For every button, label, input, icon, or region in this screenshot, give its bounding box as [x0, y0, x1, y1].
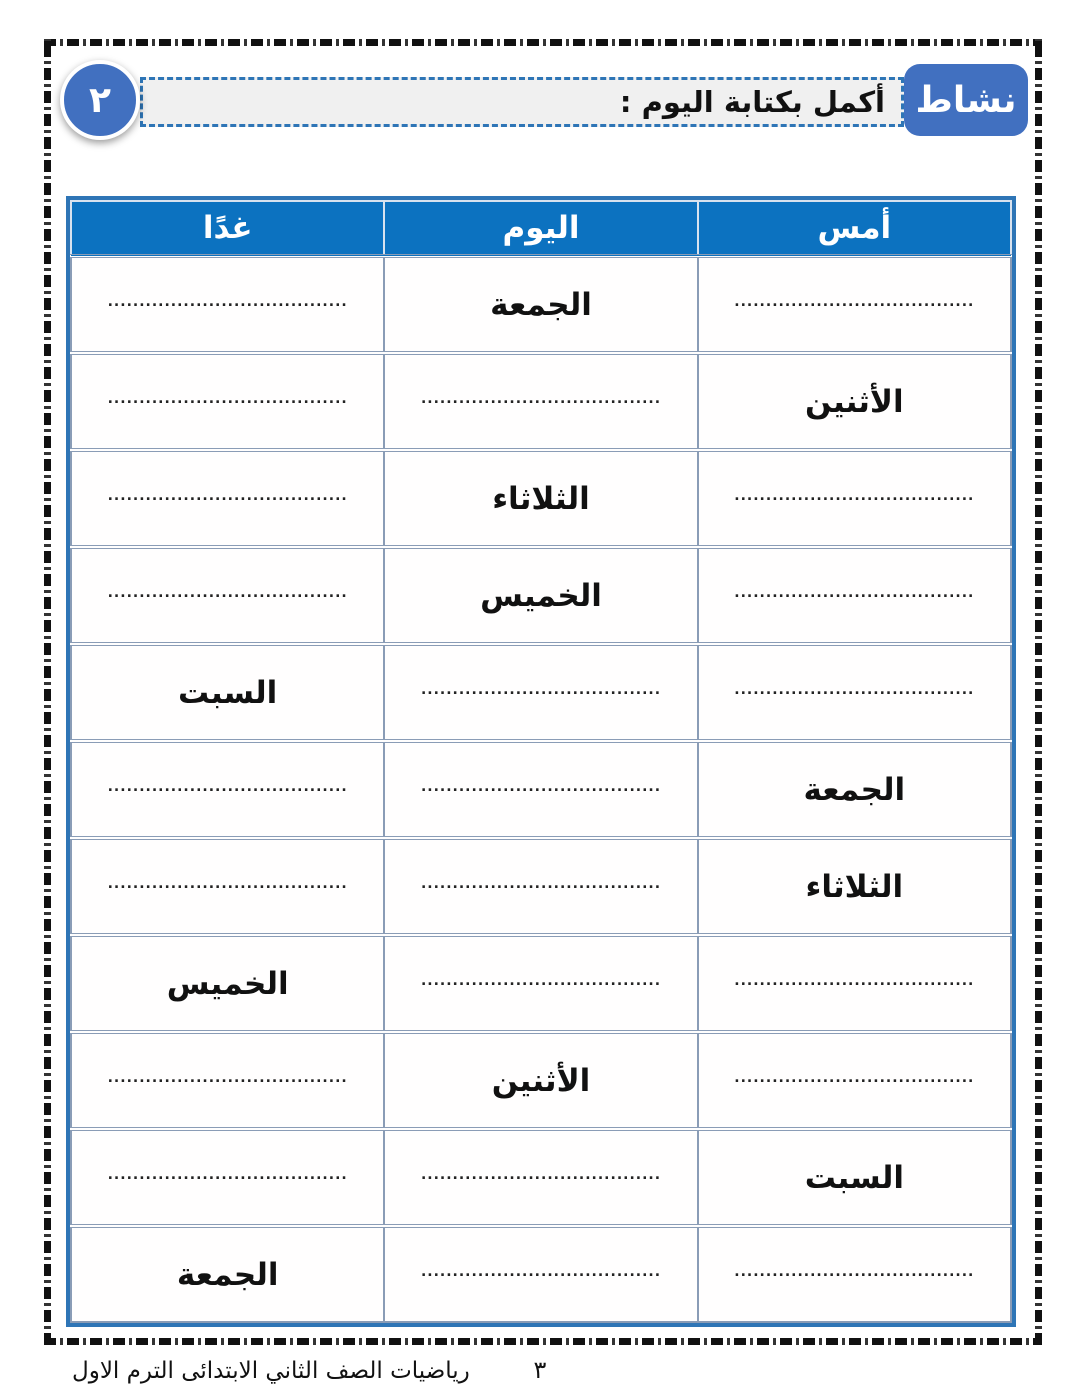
day-name: الجمعة [490, 286, 592, 323]
table-row [71, 256, 1011, 353]
instruction-text: أكمل بكتابة اليوم : [619, 85, 885, 119]
table-row [71, 1032, 1011, 1129]
instruction-bar [140, 77, 904, 127]
blank-dotted-line: ...................................... [734, 585, 975, 601]
day-name: الجمعة [176, 1256, 279, 1293]
cell-today [384, 838, 697, 935]
column-header-today: اليوم [384, 201, 697, 256]
blank-dotted-line: ...................................... [107, 488, 348, 504]
day-name: السبت [804, 1159, 904, 1196]
day-name: الخميس [480, 577, 602, 614]
cell-today [384, 256, 697, 353]
blank-dotted-line: ...................................... [420, 973, 662, 989]
cell-yesterday [698, 741, 1011, 838]
blank-dotted-line: ...................................... [734, 1070, 975, 1086]
days-table [66, 196, 1016, 1327]
day-name: الأثنين [491, 1062, 591, 1099]
cell-today [384, 547, 697, 644]
day-name: الثلاثاء [805, 868, 904, 905]
cell-yesterday [698, 450, 1011, 547]
blank-dotted-line: ...................................... [734, 488, 975, 504]
cell-yesterday [698, 935, 1011, 1032]
blank-dotted-line: ...................................... [107, 1070, 348, 1086]
blank-dotted-line: ...................................... [420, 1167, 662, 1183]
blank-dotted-line: ...................................... [420, 682, 662, 698]
stitch-border-bottom [44, 1338, 1042, 1345]
cell-tomorrow [71, 353, 384, 450]
table-header-row [71, 201, 1011, 256]
cell-tomorrow [71, 450, 384, 547]
blank-dotted-line: ...................................... [107, 585, 348, 601]
cell-tomorrow [71, 547, 384, 644]
cell-tomorrow [71, 935, 384, 1032]
cell-yesterday [698, 1129, 1011, 1226]
table-row [71, 1226, 1011, 1322]
day-name: الأثنين [805, 383, 904, 420]
table-row [71, 644, 1011, 741]
day-name: الخميس [166, 965, 289, 1002]
cell-yesterday [698, 1226, 1011, 1322]
footer-book-title: رياضيات الصف الثاني الابتدائى الترم الاول [72, 1358, 470, 1384]
cell-today [384, 1226, 697, 1322]
stitch-border-right [1035, 39, 1042, 1345]
cell-yesterday [698, 256, 1011, 353]
table-row [71, 838, 1011, 935]
table-row [71, 935, 1011, 1032]
cell-today [384, 741, 697, 838]
cell-tomorrow [71, 1226, 384, 1322]
cell-tomorrow [71, 838, 384, 935]
blank-dotted-line: ...................................... [107, 294, 348, 310]
cell-yesterday [698, 547, 1011, 644]
column-header-yesterday: أمس [698, 201, 1011, 256]
cell-tomorrow [71, 1032, 384, 1129]
cell-tomorrow [71, 741, 384, 838]
cell-today [384, 1129, 697, 1226]
table-row [71, 547, 1011, 644]
cell-yesterday [698, 1032, 1011, 1129]
blank-dotted-line: ...................................... [107, 391, 348, 407]
cell-tomorrow [71, 644, 384, 741]
activity-badge: نشاط [904, 64, 1028, 136]
day-name: الجمعة [803, 771, 906, 808]
footer-page-number: ٣ [533, 1356, 547, 1384]
blank-dotted-line: ...................................... [420, 876, 662, 892]
cell-today [384, 1032, 697, 1129]
cell-tomorrow [71, 1129, 384, 1226]
day-name: الثلاثاء [492, 480, 590, 517]
blank-dotted-line: ...................................... [107, 779, 348, 795]
cell-today [384, 353, 697, 450]
cell-today [384, 644, 697, 741]
table-row [71, 450, 1011, 547]
cell-yesterday [698, 838, 1011, 935]
stitch-border-left [44, 39, 51, 1345]
cell-yesterday [698, 644, 1011, 741]
blank-dotted-line: ...................................... [734, 1264, 975, 1280]
blank-dotted-line: ...................................... [734, 973, 975, 989]
table-row [71, 353, 1011, 450]
cell-yesterday [698, 353, 1011, 450]
table-row [71, 741, 1011, 838]
blank-dotted-line: ...................................... [734, 294, 975, 310]
cell-today [384, 450, 697, 547]
table-row [71, 1129, 1011, 1226]
blank-dotted-line: ...................................... [107, 876, 348, 892]
stitch-border-top [44, 39, 1042, 46]
blank-dotted-line: ...................................... [420, 779, 662, 795]
blank-dotted-line: ...................................... [734, 682, 975, 698]
blank-dotted-line: ...................................... [420, 1264, 662, 1280]
cell-tomorrow [71, 256, 384, 353]
blank-dotted-line: ...................................... [420, 391, 662, 407]
cell-today [384, 935, 697, 1032]
column-header-tomorrow: غدًا [71, 201, 384, 256]
activity-number-circle: ٢ [60, 60, 140, 140]
blank-dotted-line: ...................................... [107, 1167, 348, 1183]
day-name: السبت [178, 674, 278, 711]
